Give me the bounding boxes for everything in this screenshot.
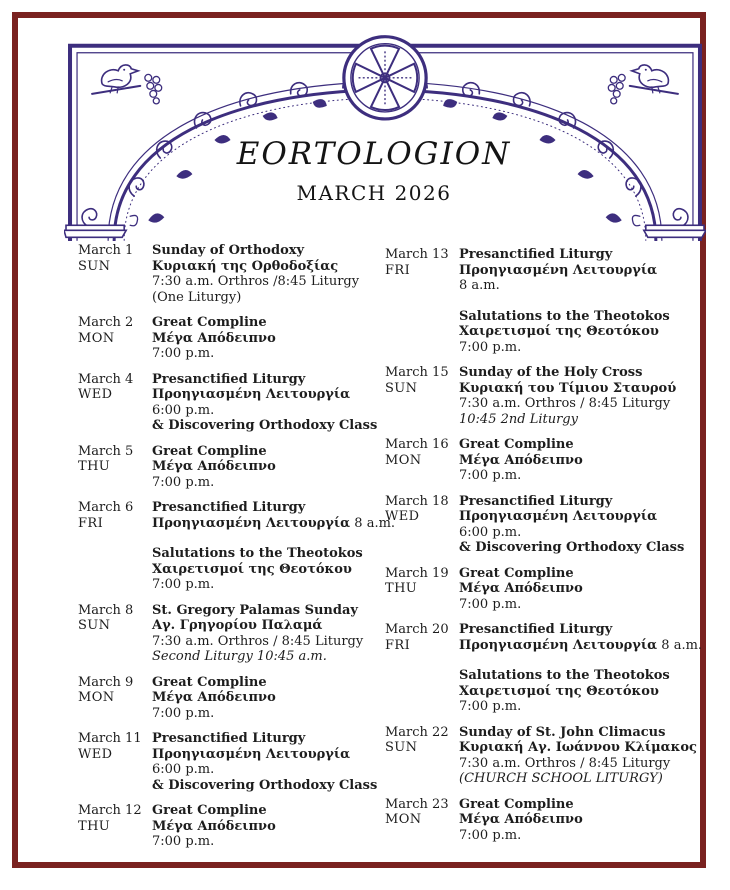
service-line: Sunday of the Holy Cross [459, 365, 643, 380]
service-line: Great Compline [459, 796, 574, 812]
service-line: Μέγα Απόδειπνο [152, 690, 276, 705]
entry-lines [459, 437, 707, 484]
entry-date-cell [78, 372, 152, 434]
entry-lines [459, 725, 707, 787]
service-line: Great Compline [152, 803, 267, 818]
calendar-entry [385, 437, 707, 484]
entry-day: SUN [385, 740, 418, 755]
calendar-entry [78, 731, 382, 793]
entry-date-cell [78, 731, 152, 793]
service-line: Great Compline [152, 674, 267, 690]
calendar-entry [78, 675, 382, 722]
service-line: (CHURCH SCHOOL LITURGY) [459, 771, 663, 786]
service-line: Sunday of Orthodoxy [152, 243, 305, 258]
entry-lines [152, 372, 382, 434]
calendar-entry [78, 444, 382, 491]
service-line: 7:30 a.m. Orthros /8:45 Liturgy [152, 274, 360, 289]
page-title: EORTOLOGION [236, 136, 512, 172]
service-line: Μέγα Απόδειπνο [459, 812, 583, 827]
arch-plinths [64, 225, 706, 237]
entry-lines [152, 444, 382, 491]
calendar-entry [385, 365, 707, 427]
service-line: (One Liturgy) [152, 289, 242, 305]
service-line: 7:30 a.m. Orthros / 8:45 Liturgy [459, 755, 671, 771]
entry-day: WED [78, 746, 113, 762]
entry-lines [459, 797, 707, 844]
calendar-entry [78, 315, 382, 362]
service-line: Second Liturgy 10:45 a.m. [152, 649, 327, 664]
entry-lines [459, 365, 707, 427]
entry-date: March 16 [385, 437, 449, 452]
entry-date-cell [78, 803, 152, 850]
service-line: 7:30 a.m. Orthros / 8:45 Liturgy [152, 633, 364, 649]
service-line-suffix: 8 a.m. [350, 515, 396, 531]
entry-lines [152, 675, 382, 722]
entry-date-cell [385, 797, 459, 844]
calendar-entry [78, 243, 382, 305]
entry-date-cell [78, 444, 152, 491]
entry-day: THU [78, 459, 111, 474]
entry-date: March 8 [78, 602, 134, 618]
entry-lines [152, 243, 382, 305]
calendar-entry [78, 803, 382, 850]
service-line: 7:00 p.m. [152, 346, 215, 361]
service-line: Μέγα Απόδειπνο [152, 818, 276, 834]
service-line: Great Compline [459, 437, 574, 452]
entry-date: March 22 [385, 724, 449, 740]
service-line: Κυριακή της Ορθοδοξίας [152, 258, 339, 274]
header [58, 34, 690, 205]
calendar-entry [78, 603, 382, 665]
service-line: Προηγιασμένη Λειτουργία [459, 262, 658, 278]
calendar-entry [385, 566, 707, 613]
service-line: 7:00 p.m. [152, 474, 215, 490]
entry-date-cell [385, 437, 459, 484]
entry-date: March 2 [78, 315, 134, 330]
entry-day: THU [78, 818, 111, 834]
entry-date: March 15 [385, 365, 449, 380]
entry-date-cell [78, 603, 152, 665]
entry-date-cell [78, 500, 152, 593]
service-line: Salutations to the Theotokos [152, 546, 363, 561]
service-line: Μέγα Απόδειπνο [152, 330, 276, 346]
entry-day: FRI [385, 637, 411, 653]
entry-date: March 4 [78, 371, 134, 387]
service-line: & Discovering Orthodoxy Class [152, 777, 378, 793]
calendar-entry [385, 622, 707, 715]
calendar-entry [385, 797, 707, 844]
service-line: Great Compline [459, 565, 574, 581]
service-line: 7:00 p.m. [459, 339, 522, 355]
entry-lines [152, 500, 395, 593]
entry-date: March 13 [385, 247, 449, 262]
service-line: 7:00 p.m. [152, 834, 215, 849]
service-line: Μέγα Απόδειπνο [459, 581, 583, 596]
service-line: 7:30 a.m. Orthros / 8:45 Liturgy [459, 396, 671, 411]
entry-day: FRI [78, 515, 104, 531]
service-line: Presanctified Liturgy [459, 622, 613, 637]
entry-lines [152, 731, 382, 793]
entry-date: March 23 [385, 796, 449, 812]
entry-lines [152, 315, 382, 362]
entry-day: WED [385, 509, 420, 524]
entry-date: March 6 [78, 500, 134, 515]
entry-date-cell [78, 243, 152, 305]
service-line: 7:00 p.m. [459, 596, 522, 612]
service-line: St. Gregory Palamas Sunday [152, 602, 358, 618]
entry-lines [459, 622, 707, 715]
entry-day: SUN [78, 258, 111, 274]
entry-day: SUN [78, 618, 111, 633]
service-line: 6:00 p.m. [152, 402, 215, 418]
entry-date-cell [385, 494, 459, 556]
entry-date: March 18 [385, 493, 449, 509]
entry-day: MON [78, 330, 115, 346]
entry-date: March 20 [385, 622, 449, 637]
entry-day: MON [385, 452, 422, 468]
page-subtitle: MARCH 2026 [296, 181, 452, 205]
service-line: Προηγιασμένη Λειτουργία 8 a.m. [152, 515, 396, 531]
entry-lines [152, 803, 382, 850]
service-line: Προηγιασμένη Λειτουργία [152, 387, 351, 402]
service-line: Presanctified Liturgy [459, 247, 613, 262]
service-line: Salutations to the Theotokos [459, 668, 670, 683]
service-line: Προηγιασμένη Λειτουργία [152, 746, 351, 762]
service-line: Sunday of St. John Climacus [459, 724, 666, 740]
calendar-column-left [78, 243, 396, 860]
service-line: 6:00 p.m. [459, 524, 522, 540]
service-line: Αγ. Γρηγορίου Παλαμά [152, 618, 323, 633]
calendar-entry [78, 500, 396, 593]
service-line: Χαιρετισμοί της Θεοτόκου [459, 324, 659, 339]
service-line: 7:00 p.m. [152, 577, 215, 592]
entry-date: March 11 [78, 731, 142, 746]
entry-day: SUN [385, 380, 418, 396]
service-line-suffix: 8 a.m. [657, 637, 703, 653]
service-line: 7:00 p.m. [459, 699, 522, 714]
service-line: 7:00 p.m. [459, 468, 522, 483]
calendar-entry [385, 725, 707, 787]
calendar-entry [78, 372, 382, 434]
service-line: 7:00 p.m. [152, 705, 215, 721]
service-line: 10:45 2nd Liturgy [459, 411, 578, 427]
calendar-column-right [385, 247, 707, 853]
entry-lines [152, 603, 382, 665]
entry-day: MON [385, 812, 422, 827]
entry-date: March 9 [78, 674, 134, 690]
service-line: Presanctified Liturgy [459, 493, 613, 509]
entry-date-cell [385, 566, 459, 613]
entry-date-cell [385, 247, 459, 355]
service-line: Salutations to the Theotokos [459, 308, 670, 324]
service-line: Μέγα Απόδειπνο [459, 452, 583, 468]
service-line: Presanctified Liturgy [152, 371, 306, 387]
service-line: & Discovering Orthodoxy Class [152, 418, 378, 433]
entry-day: THU [385, 581, 418, 596]
entry-day: WED [78, 387, 113, 402]
service-line: Presanctified Liturgy [152, 731, 306, 746]
entry-date-cell [78, 315, 152, 362]
service-line: 7:00 p.m. [459, 827, 522, 843]
entry-date-cell [385, 725, 459, 787]
entry-date-cell [385, 365, 459, 427]
service-line: Great Compline [152, 315, 267, 330]
entry-lines [459, 566, 707, 613]
service-line: Χαιρετισμοί της Θεοτόκου [459, 683, 659, 699]
calendar-entry [385, 247, 707, 355]
service-line: Presanctified Liturgy [152, 500, 306, 515]
service-line: Κυριακή του Τίμιου Σταυρού [459, 380, 677, 396]
service-line: Great Compline [152, 443, 267, 459]
service-line: Χαιρετισμοί της Θεοτόκου [152, 561, 352, 577]
service-line: Προηγιασμένη Λειτουργία 8 a.m. [459, 637, 703, 653]
entry-day: FRI [385, 262, 411, 278]
entry-lines [459, 247, 707, 355]
entry-date: March 5 [78, 443, 134, 459]
service-line: 8 a.m. [459, 278, 500, 293]
service-line: Μέγα Απόδειπνο [152, 459, 276, 474]
entry-date-cell [78, 675, 152, 722]
service-line: Προηγιασμένη Λειτουργία [459, 509, 658, 524]
service-line: & Discovering Orthodoxy Class [459, 540, 685, 555]
entry-lines [459, 494, 707, 556]
entry-date: March 1 [78, 243, 134, 258]
entry-day: MON [78, 690, 115, 705]
service-line: 6:00 p.m. [152, 762, 215, 777]
entry-date: March 12 [78, 803, 142, 818]
calendar-entry [385, 494, 707, 556]
service-line: Κυριακή Αγ. Ιωάννου Κλίμακος [459, 740, 697, 755]
entry-date-cell [385, 622, 459, 715]
entry-date: March 19 [385, 565, 449, 581]
